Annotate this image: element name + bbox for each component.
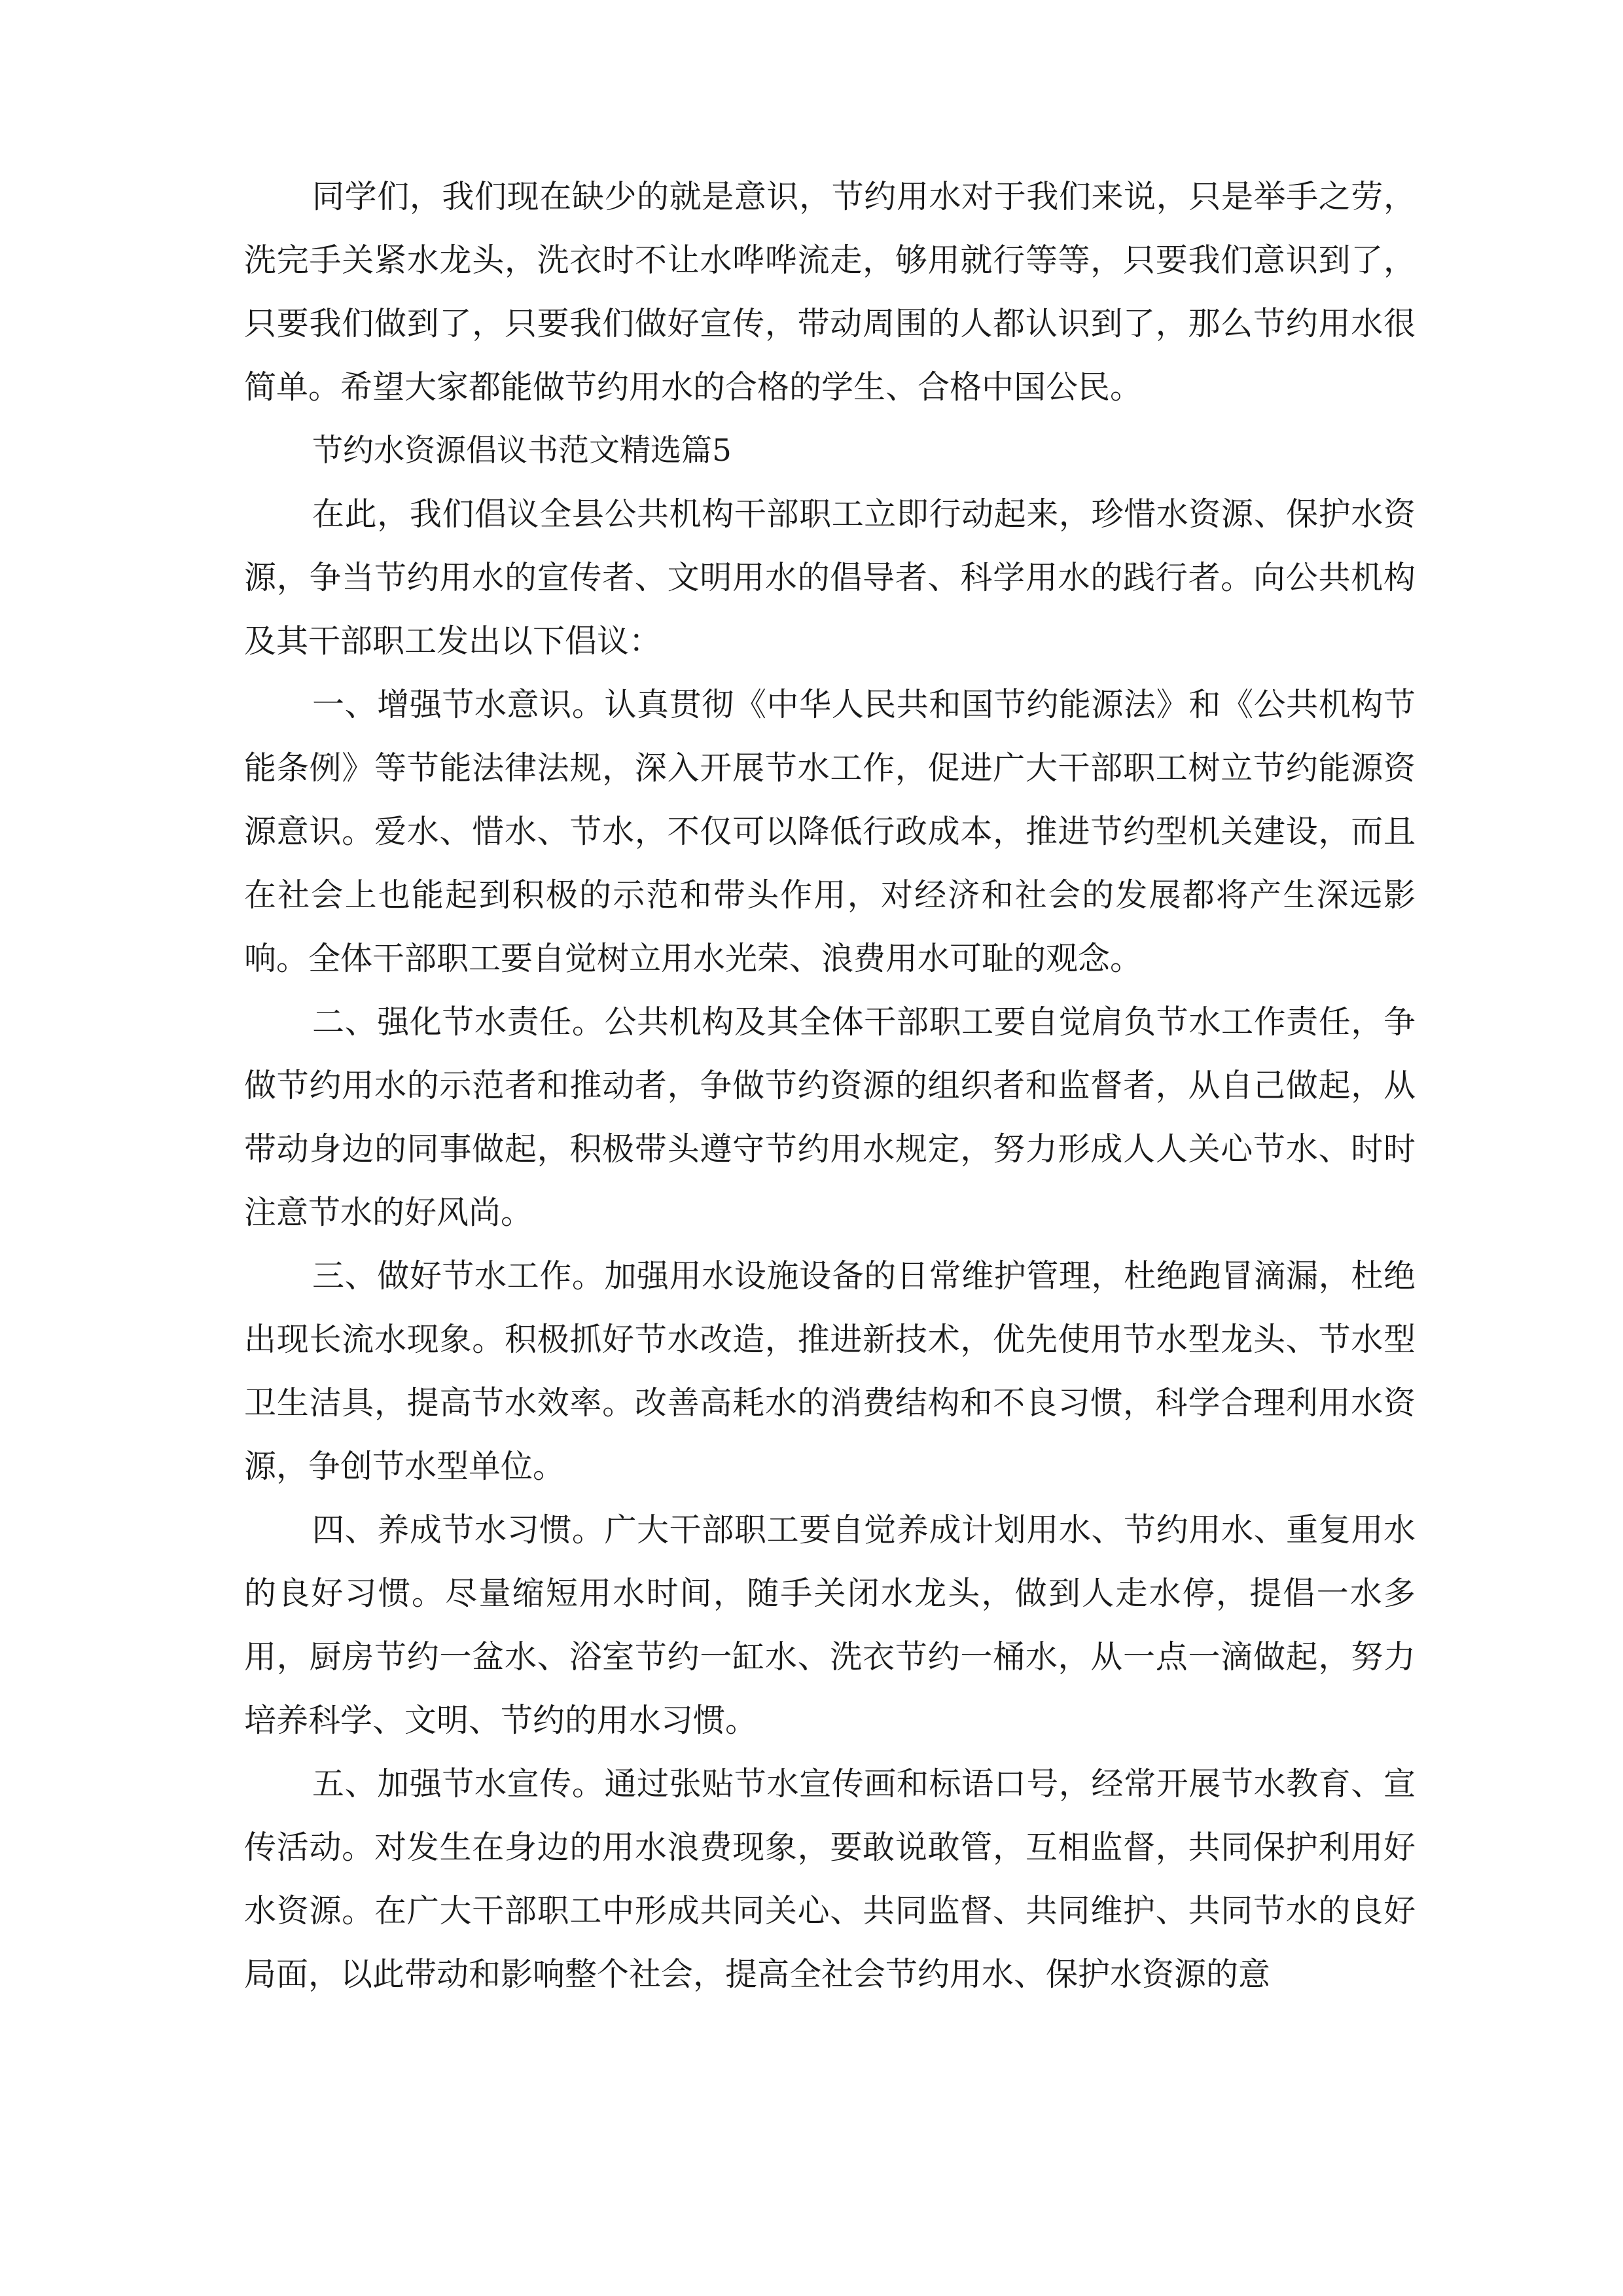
paragraph-item-4: 四、养成节水习惯。广大干部职工要自觉养成计划用水、节约用水、重复用水的良好习惯。尽量缩短用水时间，随手关闭水龙头，做到人走水停，提倡一水多用，厨房节约一盆水、浴室节约一缸水、洗衣节约一桶水，从一点一滴做起，努力培养科学、文明、节约的用水习惯。 — [244, 1511, 1416, 1739]
paragraph-intro-conclusion: 同学们，我们现在缺少的就是意识，节约用水对于我们来说，只是举手之劳，洗完手关紧水龙头，洗衣时不让水哗哗流走，够用就行等等，只要我们意识到了，只要我们做到了，只要我们做好宣传，带动周围的人都认识到了，那么节约用水很简单。希望大家都能做节约用水的合格的学生、合格中国公民。 — [244, 178, 1416, 406]
paragraph-proposal-intro: 在此，我们倡议全县公共机构干部职工立即行动起来，珍惜水资源、保护水资源，争当节约用水的宣传者、文明用水的倡导者、科学用水的践行者。向公共机构及其干部职工发出以下倡议： — [244, 495, 1416, 660]
paragraph-item-2: 二、强化节水责任。公共机构及其全体干部职工要自觉肩负节水工作责任，争做节约用水的示范者和推动者，争做节约资源的组织者和监督者，从自己做起，从带动身边的同事做起，积极带头遵守节约用水规定，努力形成人人关心节水、时时注意节水的好风尚。 — [244, 1003, 1416, 1231]
section-heading: 节约水资源倡议书范文精选篇5 — [312, 433, 732, 469]
document-body — [244, 165, 1416, 2006]
paragraph-item-3: 三、做好节水工作。加强用水设施设备的日常维护管理，杜绝跑冒滴漏，杜绝出现长流水现象。积极抓好节水改造，推进新技术，优先使用节水型龙头、节水型卫生洁具，提高节水效率。改善高耗水的消费结构和不良习惯，科学合理利用水资源，争创节水型单位。 — [244, 1257, 1416, 1485]
paragraph-item-1: 一、增强节水意识。认真贯彻《中华人民共和国节约能源法》和《公共机构节能条例》等节能法律法规，深入开展节水工作，促进广大干部职工树立节约能源资源意识。爱水、惜水、节水，不仅可以降低行政成本，推进节约型机关建设，而且在社会上也能起到积极的示范和带头作用，对经济和社会的发展都将产生深远影响。全体干部职工要自觉树立用水光荣、浪费用水可耻的观念。 — [244, 686, 1416, 977]
paragraph-item-5: 五、加强节水宣传。通过张贴节水宣传画和标语口号，经常开展节水教育、宣传活动。对发生在身边的用水浪费现象，要敢说敢管，互相监督，共同保护利用好水资源。在广大干部职工中形成共同关心、共同监督、共同维护、共同节水的良好局面，以此带动和影响整个社会，提高全社会节约用水、保护水资源的意 — [244, 1765, 1416, 1993]
